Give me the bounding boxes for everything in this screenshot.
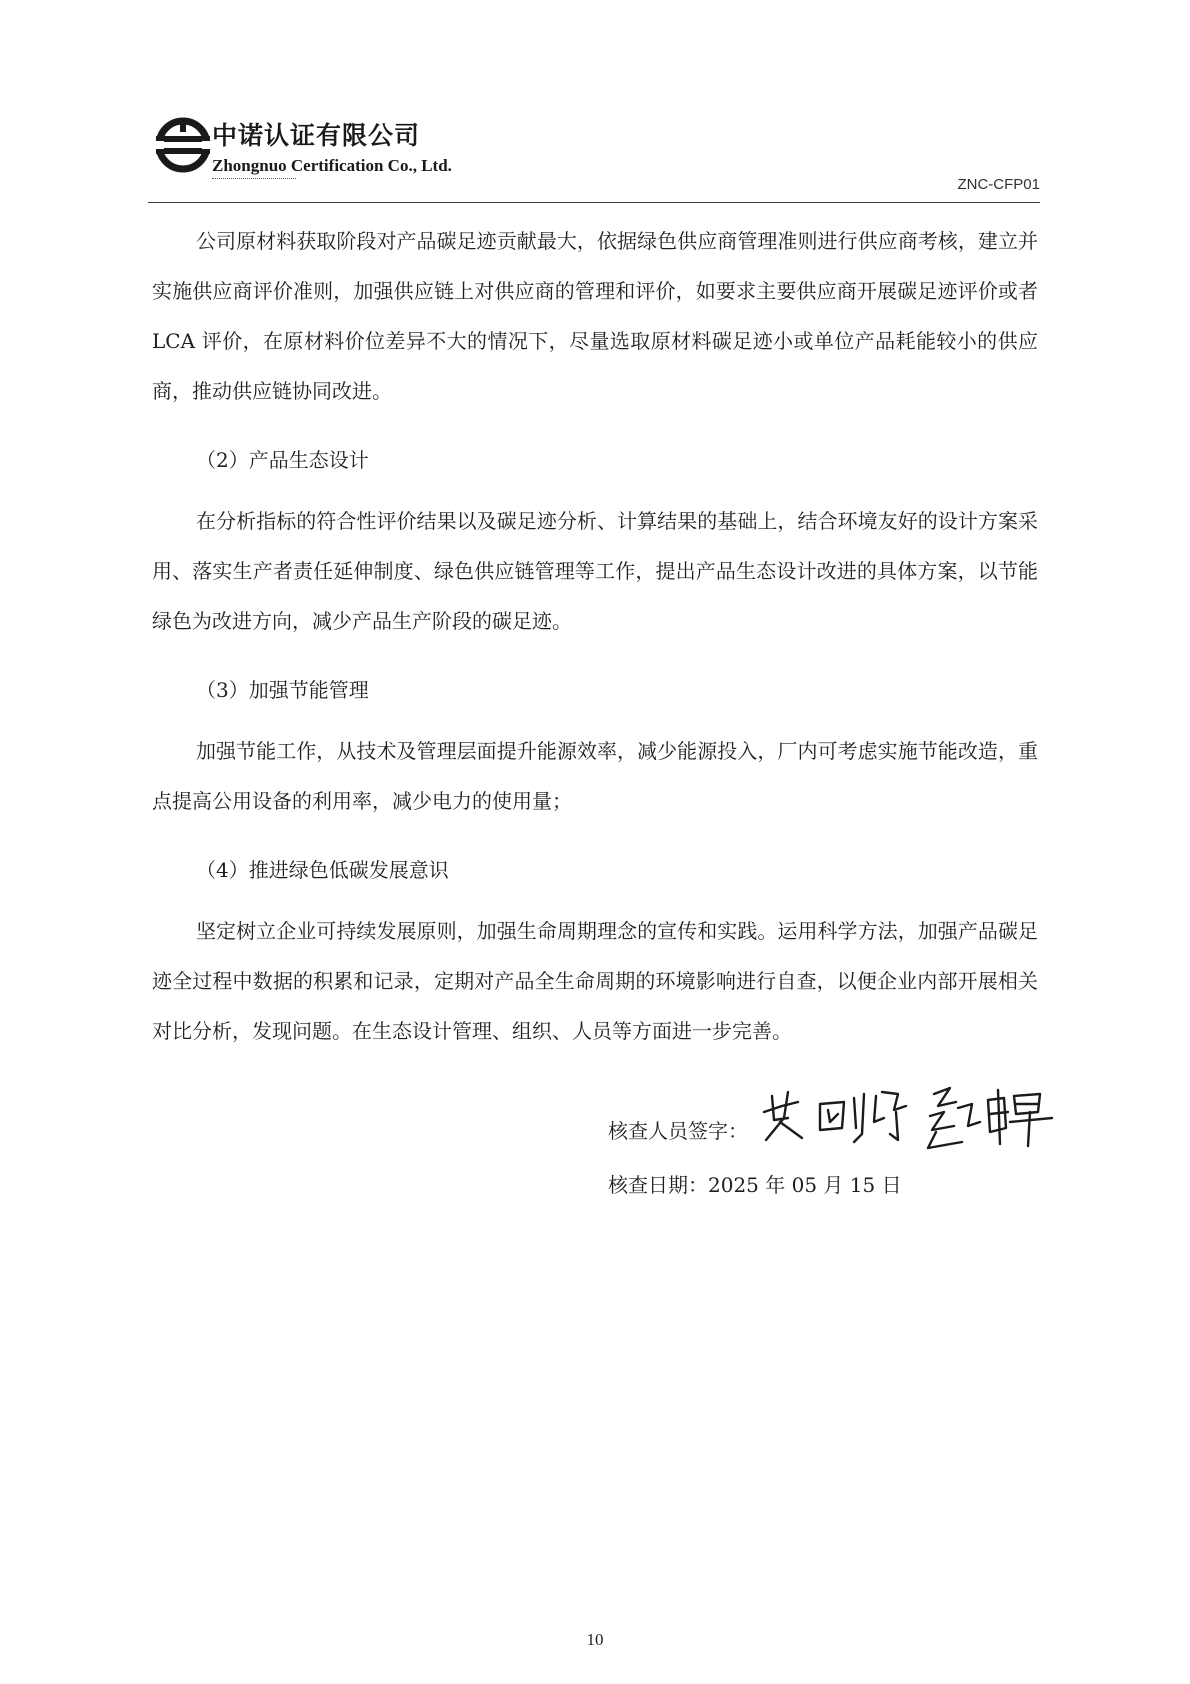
header-divider [148,202,1040,203]
page-number: 10 [586,1630,604,1649]
paragraph-low-carbon-awareness: 坚定树立企业可持续发展原则，加强生命周期理念的宣传和实践。运用科学方法，加强产品碳足迹全过程中数据的积累和记录，定期对产品全生命周期的环境影响进行自查，以便企业内部开展相关对比分析，发现问题。在生态设计管理、组织、人员等方面进一步完善。 [152,919,1038,1043]
company-name-en: Zhongnuo Certification Co., Ltd. [212,156,452,175]
section-heading-energy-management: （3）加强节能管理 [196,678,369,702]
handwritten-signature [758,1082,1058,1152]
zhongnuo-logo-icon [154,116,212,174]
section-heading-eco-design: （2）产品生态设计 [196,448,369,472]
review-date-label: 核查日期： [608,1173,708,1197]
document-header [150,108,1040,198]
signoff-block [608,1104,1048,1212]
section-heading-low-carbon-awareness: （4）推进绿色低碳发展意识 [196,858,449,882]
company-name-underline [212,178,296,179]
document-code: ZNC-CFP01 [957,176,1040,193]
review-date-line [608,1158,1048,1212]
paragraph-supplier-management: 公司原材料获取阶段对产品碳足迹贡献最大，依据绿色供应商管理准则进行供应商考核，建立并实施供应商评价准则，加强供应链上对供应商的管理和评价，如要求主要供应商开展碳足迹评价或者 LCA 评价，在原材料价位差异不大的情况下，尽量选取原材料碳足迹小或单位产品耗能较小的供应商，推动供应链协同改进。 [152,229,1038,403]
paragraph-eco-design: 在分析指标的符合性评价结果以及碳足迹分析、计算结果的基础上，结合环境友好的设计方案采用、落实生产者责任延伸制度、绿色供应链管理等工作，提出产品生态设计改进的具体方案，以节能绿色为改进方向，减少产品生产阶段的碳足迹。 [152,509,1038,633]
reviewer-signature-line [608,1104,1048,1158]
paragraph-energy-management: 加强节能工作，从技术及管理层面提升能源效率，减少能源投入，厂内可考虑实施节能改造，重点提高公用设备的利用率，减少电力的使用量； [152,739,1038,813]
company-name-cn: 中诺认证有限公司 [212,121,421,150]
reviewer-label: 核查人员签字： [608,1119,748,1143]
review-date-value: 2025 年 05 月 15 日 [708,1173,902,1197]
document-body [152,216,1038,1078]
